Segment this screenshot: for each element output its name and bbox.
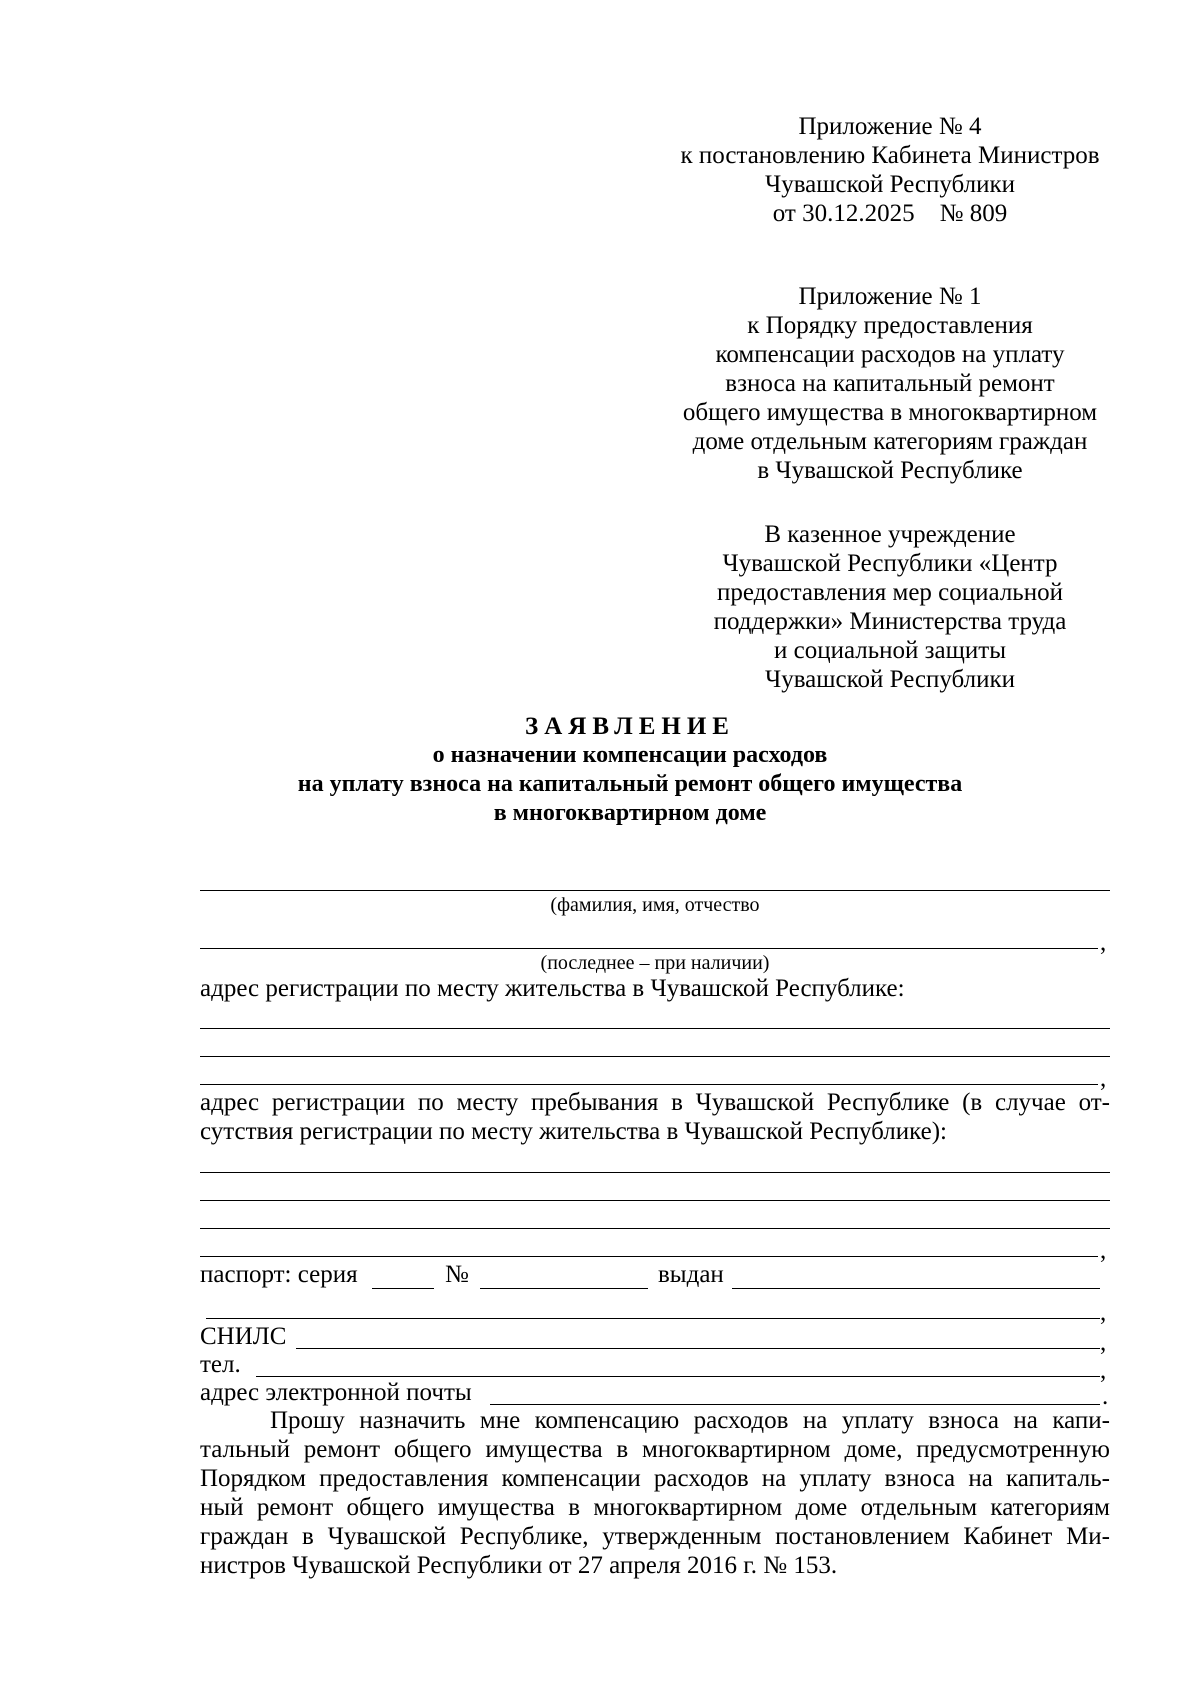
snils-label: СНИЛС [200,1323,287,1350]
title-line: на уплату взноса на капитальный ремонт общего имущества [297,771,963,797]
addressee-line: Чувашской Республики [764,666,1016,693]
residence-field-line-2[interactable] [200,1056,1110,1057]
request-line: Прошу назначить мне компенсацию расходов на уплату взноса на капи- [270,1407,1110,1434]
phone-field[interactable] [256,1376,1100,1377]
email-label: адрес электронной почты [200,1379,472,1406]
request-line: нистров Чувашской Республики от 27 апреля 2016 г. № 153. [200,1552,838,1579]
comma: , [1100,1329,1107,1356]
appendix-1-line: доме отдельным категориям граждан [692,428,1088,455]
comma: , [1100,1237,1107,1264]
request-line: тальный ремонт общего имущества в многоквартирном доме, предусмотренную [200,1436,1110,1463]
phone-label: тел. [200,1351,241,1378]
addressee-line: и социальной защиты [773,637,1006,664]
title-line: о назначении компенсации расходов [432,742,828,768]
appendix-1-line: взноса на капитальный ремонт [725,370,1055,397]
appendix-1-line: в Чувашской Республике [757,457,1023,484]
residence-field-line-3[interactable] [200,1084,1098,1085]
comma: , [1100,1299,1107,1326]
passport-series-label: паспорт: серия [200,1261,358,1288]
passport-series-field[interactable] [372,1288,434,1289]
request-line: ный ремонт общего имущества в многоквартирном доме отдельным категориям [200,1494,1110,1521]
request-line: граждан в Чувашской Республике, утвержденным постановлением Кабинет Ми- [200,1523,1110,1550]
fio-field-line-1[interactable] [200,890,1110,891]
addressee-line: Чувашской Республики «Центр [722,550,1058,577]
appendix-1-line: общего имущества в многоквартирном [682,399,1098,426]
comma: , [1100,1357,1107,1384]
appendix-4-line: Чувашской Республики [764,171,1016,198]
passport-issued-label: выдан [658,1261,724,1288]
stay-field-line-4[interactable] [200,1256,1098,1257]
appendix-1-line: Приложение № 1 [798,283,982,310]
addressee-line: поддержки» Министерства труда [713,608,1067,635]
title-main: ЗАЯВЛЕНИЕ [525,713,735,740]
appendix-4-line: от 30.12.2025 № 809 [772,200,1008,227]
title-line: в многоквартирном доме [493,800,767,826]
addressee-line: В казенное учреждение [764,521,1016,548]
fio-field-line-2[interactable] [200,948,1098,949]
stay-label-line: сутствия регистрации по месту жительства в Чувашской Республике): [200,1118,947,1145]
stay-label-line: адрес регистрации по месту пребывания в Чувашской Республике (в случае от- [200,1089,1110,1116]
residence-field-line-1[interactable] [200,1028,1110,1029]
appendix-4-line: Приложение № 4 [798,113,982,140]
fio-caption-2: (последнее – при наличии) [540,952,770,974]
document-title [180,712,1080,828]
appendix-1-line: к Порядку предоставления [747,312,1033,339]
passport-issued-field[interactable] [732,1288,1100,1289]
passport-issued-field-2[interactable] [206,1318,1100,1319]
stay-field-line-1[interactable] [200,1172,1110,1173]
addressee-line: предоставления мер социальной [717,579,1063,606]
passport-number-field[interactable] [480,1288,648,1289]
period: . [1102,1383,1109,1410]
email-field[interactable] [490,1404,1100,1405]
residence-label: адрес регистрации по месту жительства в Чувашской Республике: [200,975,905,1002]
request-line: Порядком предоставления компенсации расходов на уплату взноса на капиталь- [200,1465,1110,1492]
fio-caption: (фамилия, имя, отчество [550,894,760,916]
stay-label [200,1088,1110,1146]
appendix-4-header [660,112,1120,228]
comma: , [1100,1065,1107,1092]
passport-number-label: № [445,1261,469,1288]
appendix-4-line: к постановлению Кабинета Министров [680,142,1100,169]
addressee-block [660,520,1120,694]
appendix-1-line: компенсации расходов на уплату [715,341,1065,368]
stay-field-line-2[interactable] [200,1200,1110,1201]
snils-field[interactable] [296,1348,1100,1349]
comma: , [1100,929,1107,956]
stay-field-line-3[interactable] [200,1228,1110,1229]
request-paragraph [200,1406,1110,1580]
appendix-1-header [660,282,1120,485]
